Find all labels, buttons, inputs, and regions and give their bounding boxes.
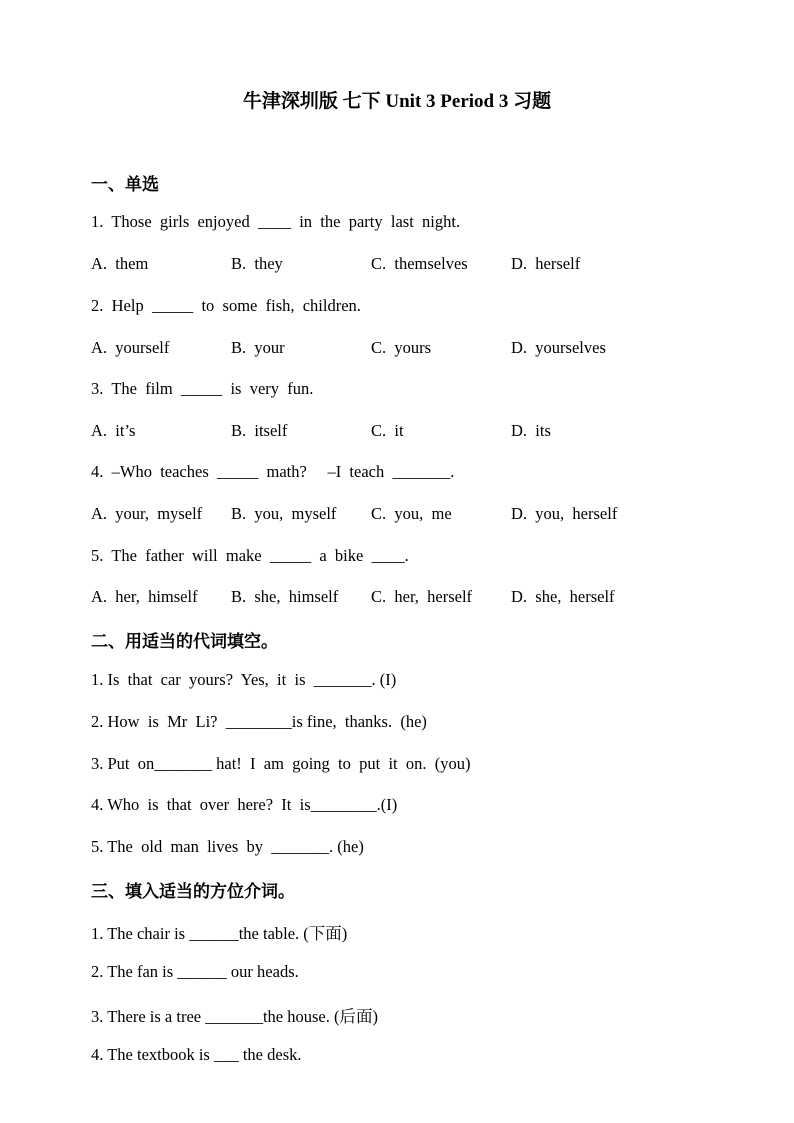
option-a: A. it’s (91, 421, 136, 440)
section-heading-preposition-fill: 三、填入适当的方位介词。 (91, 882, 295, 901)
option-c: C. it (371, 421, 404, 440)
option-b: B. itself (231, 421, 288, 440)
option-d: D. yourselves (511, 338, 606, 357)
option-b: B. she, himself (231, 587, 339, 606)
option-b: B. your (231, 338, 285, 357)
option-d: D. herself (511, 254, 581, 273)
section-heading-pronoun-fill: 二、用适当的代词填空。 (91, 632, 278, 651)
option-a: A. yourself (91, 338, 170, 357)
fill-item-4: 4. Who is that over here? It is________.(I) (91, 795, 398, 814)
option-c: C. you, me (371, 504, 452, 523)
question-1: 1. Those girls enjoyed ____ in the party last night. (91, 212, 461, 231)
option-b: B. they (231, 254, 283, 273)
option-b: B. you, myself (231, 504, 337, 523)
option-c: C. themselves (371, 254, 468, 273)
fill-item-1: 1. Is that car yours? Yes, it is _______. (I) (91, 670, 397, 689)
option-d: D. you, herself (511, 504, 618, 523)
question-5: 5. The father will make _____ a bike ____. (91, 546, 409, 565)
option-a: A. them (91, 254, 149, 273)
option-d: D. she, herself (511, 587, 615, 606)
option-c: C. her, herself (371, 587, 473, 606)
preposition-item-1: 1. The chair is ______the table. (下面) (91, 924, 348, 943)
fill-item-5: 5. The old man lives by _______. (he) (91, 837, 364, 856)
fill-item-3: 3. Put on_______ hat! I am going to put it on. (you) (91, 754, 471, 773)
question-2: 2. Help _____ to some fish, children. (91, 296, 361, 315)
question-4: 4. –Who teaches _____ math? –I teach _______. (91, 462, 455, 481)
preposition-item-3: 3. There is a tree _______the house. (后面) (91, 1007, 378, 1026)
preposition-item-4: 4. The textbook is ___ the desk. (91, 1045, 302, 1064)
preposition-item-2: 2. The fan is ______ our heads. (91, 962, 299, 981)
option-a: A. your, myself (91, 504, 203, 523)
option-d: D. its (511, 421, 551, 440)
fill-item-2: 2. How is Mr Li? ________is fine, thanks. (he) (91, 712, 427, 731)
option-c: C. yours (371, 338, 432, 357)
option-a: A. her, himself (91, 587, 198, 606)
section-heading-single-choice: 一、单选 (91, 175, 159, 194)
page-title: 牛津深圳版 七下 Unit 3 Period 3 习题 (242, 91, 552, 112)
question-3: 3. The film _____ is very fun. (91, 379, 314, 398)
